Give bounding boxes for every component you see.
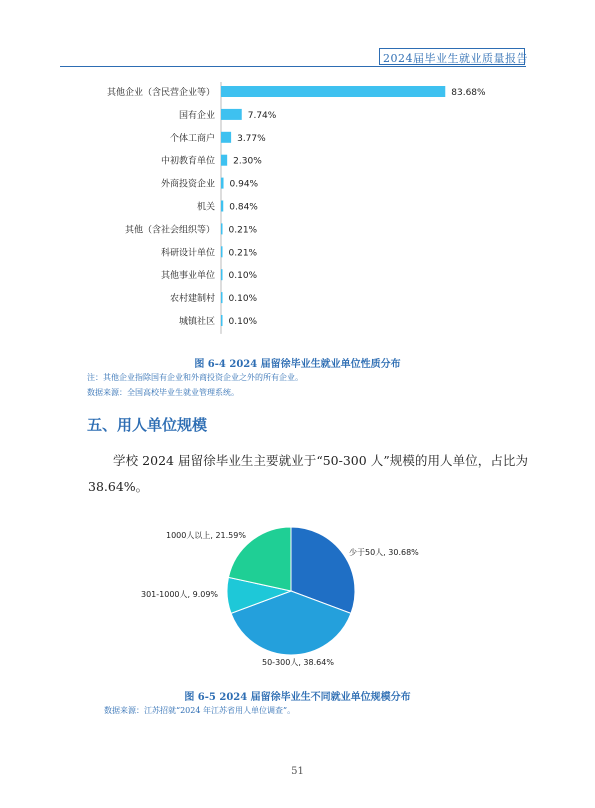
bar-value-label: 0.10% — [228, 294, 258, 305]
bar-category-label: 外商投资企业 — [160, 179, 215, 190]
bar — [221, 201, 223, 212]
bar-value-label: 0.10% — [228, 317, 258, 327]
bar — [221, 155, 227, 166]
bar-category-label: 其他（含社会组织等） — [124, 225, 215, 236]
bar-category-label: 农村建制村 — [169, 294, 215, 305]
bar — [221, 292, 223, 303]
bar-category-label: 中初教育单位 — [160, 156, 215, 167]
bar — [221, 109, 242, 120]
bar-chart-note-2: 数据来源：全国高校毕业生就业管理系统。 — [87, 388, 239, 397]
page-number: 51 — [291, 766, 304, 777]
bar — [221, 223, 223, 234]
bar-category-label: 其他企业（含民营企业等） — [106, 88, 215, 98]
bar-category-label: 城镇社区 — [178, 317, 215, 327]
bar-value-label: 0.84% — [229, 202, 258, 213]
bar-category-label: 科研设计单位 — [160, 248, 215, 259]
pie-slice-label: 50-300人, 38.64% — [262, 658, 334, 667]
bar — [221, 315, 223, 326]
bar-value-label: 0.21% — [228, 225, 258, 236]
pie-slice-label: 301-1000人, 9.09% — [141, 590, 219, 599]
bar-chart-note-1: 注：其他企业指除国有企业和外商投资企业之外的所有企业。 — [87, 373, 303, 382]
pie-slice-label: 少于50人, 30.68% — [349, 548, 419, 557]
pie-slice-label: 1000人以上, 21.59% — [166, 531, 246, 540]
pie-chart — [0, 500, 595, 680]
bar — [221, 246, 223, 257]
bar-value-label: 0.10% — [228, 271, 258, 282]
bar-chart-caption: 图 6-4 2024 届留徐毕业生就业单位性质分布 — [194, 359, 401, 370]
body-paragraph: 学校 2024 届留徐毕业生主要就业于“50-300 人”规模的用人单位，占比为 38.64%。 — [88, 453, 528, 494]
bar — [221, 178, 224, 189]
bar-category-label: 其他事业单位 — [160, 271, 215, 282]
bar-category-label: 机关 — [196, 202, 215, 213]
bar — [221, 86, 445, 97]
bar-value-label: 0.94% — [229, 179, 259, 190]
bar-category-label: 个体工商户 — [169, 133, 215, 144]
bar-category-label: 国有企业 — [178, 110, 215, 121]
bar — [221, 269, 223, 280]
bar-value-label: 0.21% — [228, 248, 258, 259]
section-title: 五、用人单位规模 — [87, 416, 208, 434]
bar-value-label: 3.77% — [237, 133, 266, 144]
bar-value-label: 83.68% — [451, 88, 486, 98]
pie-chart-caption: 图 6-5 2024 届留徐毕业生不同就业单位规模分布 — [184, 692, 411, 703]
header-title: 2024届毕业生就业质量报告 — [383, 52, 528, 65]
bar — [221, 132, 231, 143]
bar-value-label: 7.74% — [247, 110, 277, 121]
header-rule — [60, 66, 526, 67]
bar-value-label: 2.30% — [233, 156, 262, 167]
pie-chart-note: 数据来源：江苏招就“2024 年江苏省用人单位调查”。 — [104, 706, 296, 715]
bar-chart — [0, 80, 595, 342]
